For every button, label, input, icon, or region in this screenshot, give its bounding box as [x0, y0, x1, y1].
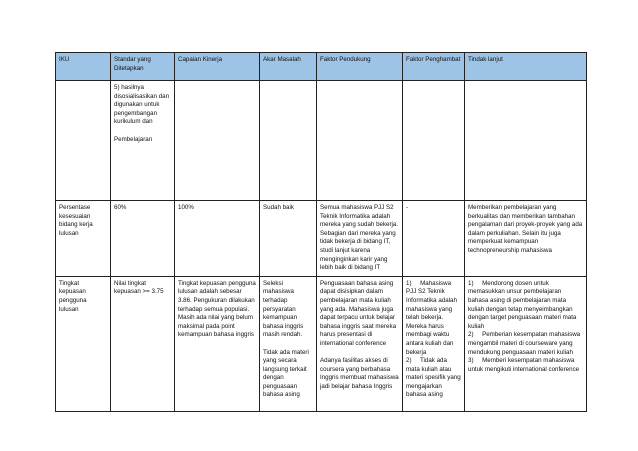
- list-item: 2) Pemberian kesempatan mahasiswa mengambil materi di courseware yang mendukung penguasaan materi kuliah: [468, 331, 581, 356]
- cell-standar: Nilai tingkat kepuasan >= 3.75: [111, 276, 175, 411]
- cell-text: 5) hasilnya disosialisasikan dan digunakan untuk pengembangan kurikulum dan: [114, 84, 170, 126]
- cell-capaian: [175, 81, 260, 201]
- list-item: 2) Tidak ada mata kuliah atau materi spesifik yang mengajarkan bahasa asing: [406, 357, 461, 399]
- cell-faktor-pendukung: [317, 276, 403, 411]
- cell-akar-masalah: Sudah baik: [260, 201, 317, 277]
- cell-text: Penguasaan bahasa asing dapat disisipkan dalam pembelajaran mata kuliah yang ada. Mahasiswa juga dapat terpacu untuk belajar bahasa inggris saat mereka harus presentasi di international conference: [320, 279, 397, 347]
- cell-tindak-lanjut: [465, 276, 587, 411]
- cell-capaian: Tingkat kepuasan pengguna lulusan adalah sebesar 3.86. Pengukuran dilakukan terhadap semua populasi. Masih ada nilai yang belum maksimal pada point kemampuan bahasa inggris: [175, 276, 260, 411]
- cell-standar: [111, 81, 175, 201]
- iku-table: [55, 52, 587, 412]
- cell-iku: Persentase kesesuaian bidang kerja lulusan: [56, 201, 111, 277]
- list-item: 1) Mahasiswa PJJ S2 Teknik Informatika adalah mahasiswa yang telah bekerja. Mereka harus membagi waktu antara kuliah dan bekerja: [406, 279, 457, 356]
- cell-tindak-lanjut: [465, 81, 587, 201]
- cell-text: Adanya fasilitas akses di coursera yang berbahasa Inggris membuat mahasiswa jadi belajar bahasa Inggris: [320, 357, 399, 390]
- list-item: 3) Memberi kesempatan mahasiswa untuk mengikuti international conference: [468, 357, 580, 373]
- table-row: [56, 201, 587, 277]
- list-item: 1) Mendorong dosen untuk memasukkan unsur pembelajaran bahasa asing di pembelajaran mata kuliah dengan tetap menyeimbangkan dengan target penguasaan materi mata kuliah: [468, 279, 577, 330]
- cell-akar-masalah: [260, 276, 317, 411]
- cell-faktor-penghambat: -: [403, 201, 465, 277]
- cell-akar-masalah: [260, 81, 317, 201]
- header-iku: IKU: [56, 53, 111, 81]
- cell-standar: 60%: [111, 201, 175, 277]
- header-capaian: Capaian Kinerja: [175, 53, 260, 81]
- header-standar: Standar yang Ditetapkan: [111, 53, 175, 81]
- cell-faktor-pendukung: [317, 81, 403, 201]
- cell-faktor-pendukung: Semua mahasiswa PJJ S2 Teknik Informatika adalah mereka yang sudah bekerja. Sebagian dari mereka yang tidak bekerja di bidang IT, studi lanjut karena menginginkan karir yang lebih baik di bidang IT: [317, 201, 403, 277]
- cell-capaian: 100%: [175, 201, 260, 277]
- cell-faktor-penghambat: [403, 276, 465, 411]
- cell-text: Tidak ada materi yang secara langsung terkait dengan penguasaan bahasa asing: [263, 348, 309, 399]
- cell-text: Seleksi mahasiswa terhadap persyaratan kemampuan bahasa inggris masih rendah.: [263, 279, 304, 339]
- header-row: [56, 53, 587, 81]
- cell-faktor-penghambat: [403, 81, 465, 201]
- header-faktor-penghambat: Faktor Penghambat: [403, 53, 465, 81]
- header-akar-masalah: Akar Masalah: [260, 53, 317, 81]
- table-row: [56, 81, 587, 201]
- table-row: [56, 276, 587, 411]
- cell-iku: [56, 81, 111, 201]
- cell-text: Pembelajaran: [114, 135, 153, 143]
- cell-iku: Tingkat kepuasan pengguna lulusan: [56, 276, 111, 411]
- header-tindak-lanjut: Tindak lanjut: [465, 53, 587, 81]
- header-faktor-pendukung: Faktor Pendukung: [317, 53, 403, 81]
- cell-tindak-lanjut: Memberikan pembelajaran yang berkualitas dan memberikan tambahan pengalaman dari proyek-proyek yang ada dalam perkuliahan. Selain itu juga memperkuat kemampuan technopreneurship mahasiswa: [465, 201, 587, 277]
